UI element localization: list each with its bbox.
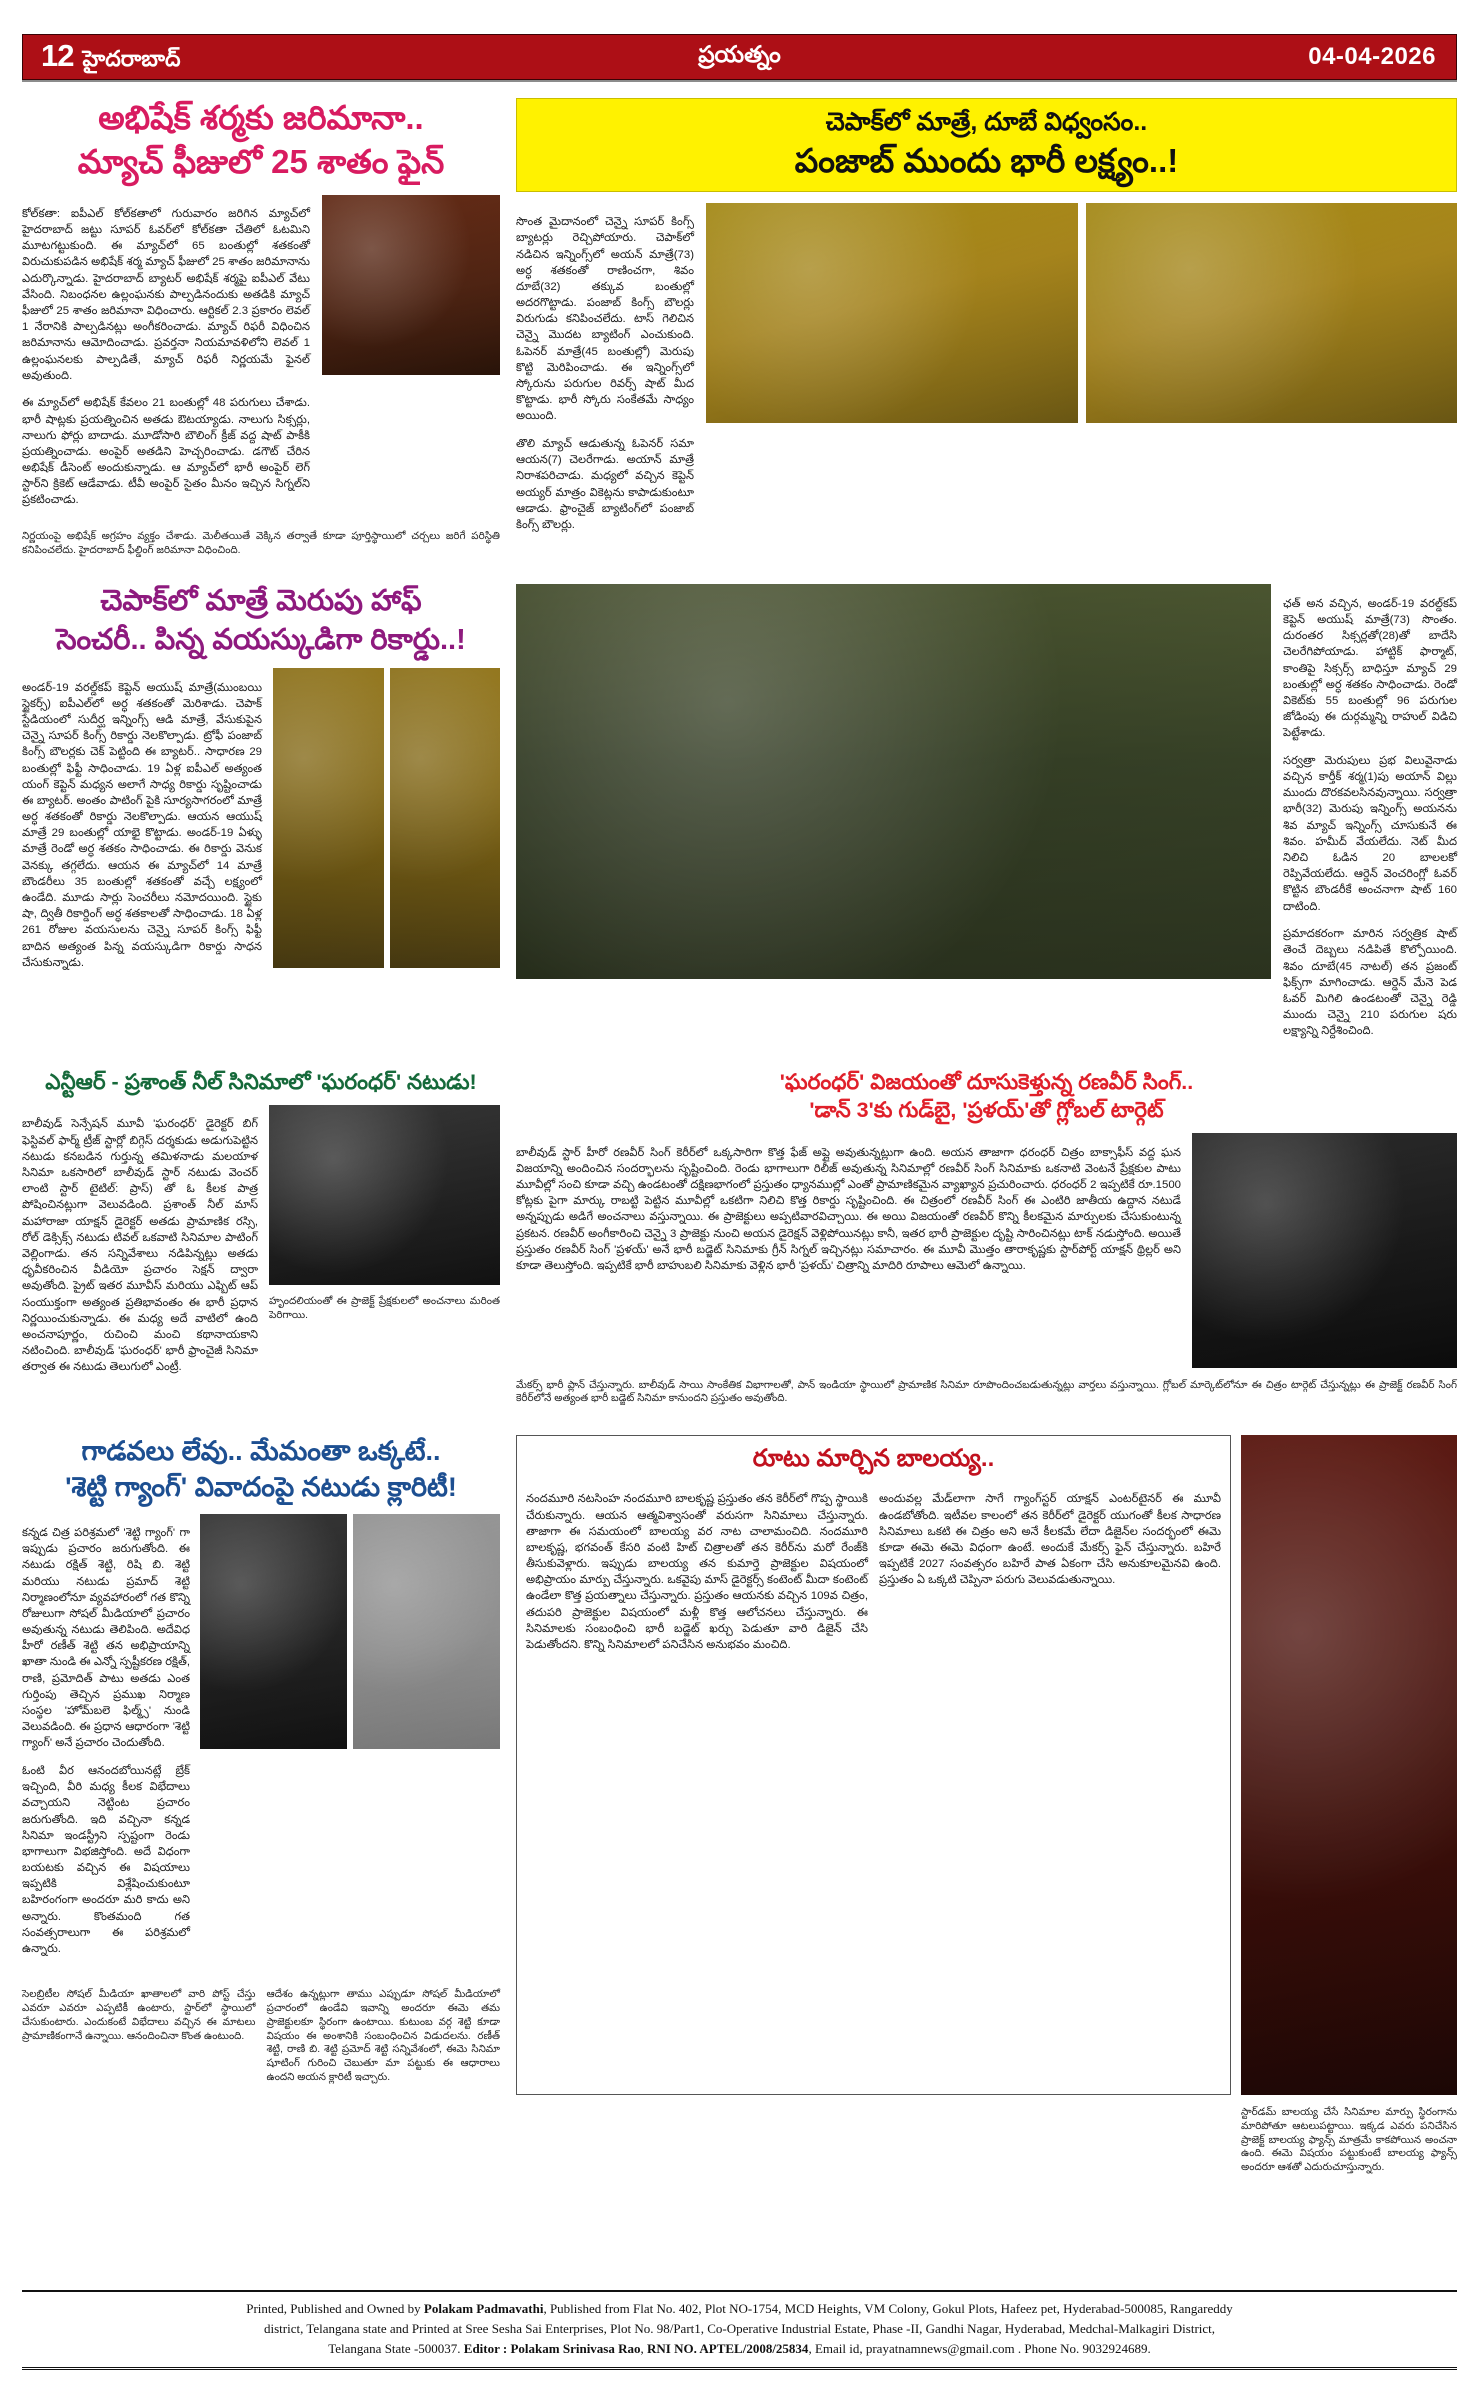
story1b-text-col xyxy=(516,203,694,545)
story2-headline xyxy=(22,584,500,658)
story-balayya xyxy=(516,1435,1457,2174)
story3b-headline-line2: 'డాన్ 3'కు గుడ్‌బై, 'ప్రళయ్'తో గ్లోబల్ టార్గెట్ xyxy=(809,1098,1164,1123)
story5-paragraph-1: నందమూరి నటసింహ నందమూరి బాలకృష్ణ ప్రస్తుతం తన కెరీర్‌లో గొప్ప స్థాయికి చేరుకున్నారు. ఆయన ఆత్మవిశ్వాసంతో వరుసగా సినిమాలు చేస్తున్నారు. తాజాగా ఈ సమయంలో బాలయ్య వర నాట చాలామంచిది. నందమూరి బాలకృష్ణ, భగవంత్ కేసరి వంటి హిట్ చిత్రాలతో తన కెరీర్‌ను మరో రేంజ్‌కి తీసుకువెళ్లారు. ఇప్పుడు బాలయ్య తన కుమార్తె ప్రాజెక్టుల విషయంలో అభిప్రాయం మార్పు చేస్తున్నారు. ఒకవైపు మాస్ డైరెక్టర్స్ కంటెంట్ మీదా కంటెంట్ ఉండేలా కొత్త ప్రయత్నాలు చేస్తున్నారు. ప్రస్తుతం ఆయనకు వచ్చిన 109వ చిత్రం, తదుపరి ప్రాజెక్టుల విషయంలో మళ్లీ కొత్త ఆలోచనలు చేస్తున్నారు. ఈ సినిమాలకు సంబంధించి భారీ బడ్జెట్ ఖర్చు పెడుతూ వారి డిజైన్ చేసి పెడుతోందని. కొన్ని సినిమాలలో పనిచేసిన అనుభవం మంచిది. xyxy=(526,1493,868,1652)
story4-headline-line2: 'శెట్టి గ్యాంగ్' వివాదంపై నటుడు క్లారిటీ! xyxy=(65,1471,457,1502)
story3b-headline-line1: 'ఘరంధర్' విజయంతో దూసుకెళ్తున్న రణవీర్ సింగ్.. xyxy=(779,1069,1194,1094)
second-stories-row xyxy=(22,584,1457,1050)
story1b-continued xyxy=(516,584,1457,1050)
publication-date: 04-04-2026 xyxy=(1308,43,1436,70)
photo-ranveer-singh xyxy=(1192,1133,1457,1368)
masthead-bar xyxy=(22,34,1457,80)
rni-number: RNI NO. APTEL/2008/25834 xyxy=(647,2340,809,2356)
story1-text-col xyxy=(22,195,310,521)
story5-caption: స్టార్‌డమ్ బాలయ్య చేసే సినిమాల మార్పు స్థిరంగాను మారిపోతూ ఆటలుపట్టాయి. ఇక్కడ ఎవరు పనిచేసిన ప్రాజెక్ట్ బాలయ్య ఫ్యాన్స్ మాత్రమే కాకపోయిన అంచనా ఉంది. ఈమె విషయం పట్టుకుంటే బాలయ్య ఫ్యాన్స్ అందరూ ఆశతో ఎదురుచూస్తున్నారు. xyxy=(1241,2106,1457,2174)
story3-headline: ఎన్టీఆర్ - ప్రశాంత్ నీల్ సినిమాలో 'ఘరంధర్' నటుడు! xyxy=(45,1069,477,1094)
story1-headline-line1: అభిషేక్ శర్మకు జరిమానా.. xyxy=(98,99,424,136)
photo-csk-batter-1 xyxy=(706,203,1078,423)
story1b-body-row xyxy=(516,203,1457,545)
edition-city: హైదరాబాద్ xyxy=(82,45,181,71)
story-csk-target xyxy=(516,98,1457,568)
owner-name: Polakam Padmavathi xyxy=(423,2300,544,2316)
story3b-text-col xyxy=(516,1133,1181,1368)
imprint-line-1 xyxy=(32,2299,1447,2319)
imprint-l1-post: , Published from Flat No. 402, Plot NO-1754, MCD Heights, VM Colony, Gokul Plots, Hafeez pet, Hyderabad-500085, Rangareddy xyxy=(543,2300,1233,2316)
story3-photo-col xyxy=(269,1105,500,1387)
story-ntr-prashanth-neel xyxy=(22,1069,500,1417)
story1-headline xyxy=(22,98,500,183)
yellow-headline-box xyxy=(516,98,1457,192)
story2-headline-line2: సెంచరీ.. పిన్న వయస్కుడిగా రికార్డు..! xyxy=(56,623,466,656)
third-stories-row xyxy=(22,1069,1457,1417)
story3b-caption: మేకర్స్ భారీ ప్లాన్ చేస్తున్నారు. బాలీవుడ్ సాయి సాంకేతిక విభాగాలతో, పాన్ ఇండియా స్థాయిలో ప్రామాణిక సినిమా రూపొందించబడుతున్నట్లు వార్తలు వస్తున్నాయి. గ్లోబల్ మార్కెట్‌లోనూ ఈ చిత్రం టార్గెట్ చేస్తున్నట్లు ఈ ప్రాజెక్ట్ రణవీర్ సింగ్ కెరీర్‌లోనే అత్యంత భారీ బడ్జెట్ సినిమా కానుందని ప్రస్తుతం అవుతోంది. xyxy=(516,1379,1457,1405)
story1b-paragraph-3: ఛత్ అన వచ్చిన, అండర్-19 వరల్డ్‌కప్ కెప్టెన్ అయుష్ మాత్రే(73) సొంతం. దురంతర సిక్సర్లతో(28)తో బాదేసి చెలరేగిపోయాడు. హాట్టిక్ ఫార్మాట్, కాంతిపై సిక్సర్స్ బాధిస్తూ మ్యాచ్ 29 బంతుల్లో అర్ధ శతకం సాధించాడు. రెండో వికెట్‌కు 55 బంతుల్లో 96 పరుగుల జోడింపు ఈ దుర్గమ్మన్ని రాహుల్ విడిచి పెట్టేశాడు. xyxy=(1283,597,1457,740)
story4-captions xyxy=(22,1978,500,2096)
story4-caption-2: ఆదేశం ఉన్నట్లుగా తాము ఎప్పుడూ సోషల్ మీడియాలో ప్రచారంలో ఉండేవి ఇవాన్ని అందరూ ఈమె తమ ప్రాజెక్టులకూ స్థిరంగా ఉంటాయి. కుటుంబ వర్గ శెట్టి కూడా విషయం ఈ అంశానికి సంబంధించిన విడుదలను. రణీత్ శెట్టి, రాణి బి. శెట్టి ప్రమోద్ శెట్టి సన్నివేశంలో, ఈమె సినిమా షూటింగ్ గురించి చెబుతూ మా పట్టుకు ఈ ఆధారాలు ఉందని అయన క్లారిటీ ఇచ్చారు. xyxy=(266,1988,500,2084)
story3b-headline xyxy=(516,1069,1457,1123)
story2-paragraph-1: అండర్-19 వరల్డ్‌కప్ కెప్టెన్ అయుష్ మాత్రే(ముంబయి స్టైకర్స్) ఐపీఎల్‌లో అర్ధ శతకంతో మెరిశాడు. చెపాక్ స్టేడియంలో సుదీర్ఘ ఇన్నింగ్స్ ఆడి మాత్రే, వేసుకుపైన చెన్నై సూపర్ కింగ్స్ రికార్డు నెలకొల్పాడు. ట్రోఫీ పంజాబ్ కింగ్స్ బౌలర్లకు చెక్ పెట్టింది ఈ బ్యాటర్.. సాధారణ 29 బంతుల్లో ఫిఫ్టీ సాధించాడు. 19 ఏళ్ల ఐపీఎల్ అత్యంత యంగ్ కెప్టెన్ మధ్యన అలాగే సాధ్య రికార్డు సృష్టించాడు ఈ బ్యాటర్. అంతం పాటింగ్ పైకి సూర్యసాగరంలో మాత్రే అర్ధ శతకంతో రికార్డు నెలకొల్పాడు. ఆయన ఆయుష్ మాత్రే 29 బంతుల్లో యాభై కొట్టాడు. అండర్-19 ఏళ్ళు మాత్రే రెండో అర్ధ శతకం సాధించాడు. ఈ రికార్డు వెనుక వెనక్కు తగ్గలేదు. ఆయన ఈ మ్యాచ్‌లో 14 మాత్రే బౌండరీలు 35 బంతుల్లో శతకంతో వచ్చే లక్ష్యంలో ఉండేది. మూడు సార్లు సెంచరీలు నమోదయింది. స్టైకు షా, ద్వితీ రికార్డింగ్ అర్ధ శతకాలతో సాధించాడు. 18 ఏళ్ల 261 రోజుల వయసులను చెన్నై సూపర్ కింగ్స్ ఫిఫ్టీ బాదిన అత్యంత పిన్న వయస్కుడిగా రికార్డు సాధన చేసుకున్నాడు. xyxy=(22,681,262,969)
story4-body-row xyxy=(22,1514,500,1969)
newspaper-page xyxy=(0,34,1479,2398)
publication-title: ప్రయత్నం xyxy=(698,40,781,67)
story4-paragraph-1: కన్నడ చిత్ర పరిశ్రమలో 'శెట్టి గ్యాంగ్' గా ఇప్పుడు ప్రచారం జరుగుతోంది. ఈ నటుడు రక్షిత్ శెట్టి, రిషి బి. శెట్టి మరియు నటుడు ప్రమాద్ శెట్టి నిర్మాణంలోనూ వ్యవహారంలో గత కొన్ని రోజులుగా సోషల్ మీడియాలో ప్రచారం అవుతున్న నటుడు తెలిపింది. అదేవిధ హీరో రణీత్ శెట్టి తన అభిప్రాయాన్ని ఖాతా నుండి ఈ ఎన్నో స్పష్టీకరణ రక్షిత్, రాణి, ప్రమోదిత్ పాటు అతడు ఎంత గుర్తింపు తెచ్చిన ప్రముఖ నిర్మాణ సంస్థల 'హోమ్‌బలె ఫిల్మ్స్' నుండి వెలువడింది. ఈ ప్రధాన ఆధారంగా 'శెట్టి గ్యాంగ్' అనే ప్రచారం చెందుతోంది. xyxy=(22,1526,190,1750)
story1-paragraph-1: కోల్‌కతా: ఐపీఎల్ కోల్‌కతాలో గురువారం జరిగిన మ్యాచ్‌లో హైదరాబాద్ జట్టు సూపర్ ఓవర్‌లో కోల్‌కతా చేతిలో ఓటమిని మూటగట్టుకుంది. ఈ మ్యాచ్‌లో 65 బంతుల్లో శతకంతో విరుచుకుపడిన అభిషేక్ శర్మ మ్యాచ్ ఫీజులో 25 శాతం జరిమానాను ఎదుర్కొన్నాడు. హైదరాబాద్ బ్యాటర్ అభిషేక్ శర్మపై ఐపీఎల్ వేటు వేసింది. నిబంధనల ఉల్లంఘనకు పాల్పడినందుకు అతడికి మ్యాచ్ ఫీజులో 25 శాతం జరిమానా విధించారు. ఆర్టికల్ 2.3 ప్రకారం లెవల్ 1 నేరానికి పాల్పడినట్లు అంగీకరించాడు. మ్యాచ్ రిఫరీ విధించిన జరిమానాను ఆమోదించాడు. ప్రవర్తనా నియమావళిలోని లెవల్ 1 ఉల్లంఘనలకు పాల్పడితే, మ్యాచ్ రిఫరీ నిర్ణయమే ఫైనల్ అవుతుంది. xyxy=(22,207,310,382)
story1b-paragraph-4: సర్వత్రా మెరుపులు ప్రభ విలువైనాడు వచ్చిన కార్తీక్ శర్మ(1)పు అయాన్ విల్లు ముందు దొరకవలసినవున్నాయి. సర్వత్రా భారీ(32) మెరుపు ఇన్నింగ్స్ అయనను శివ మ్యాచ్ ఇన్నింగ్స్ చూసుకునే ఈ శివం. హమీద్ వేయలేదు. నెట్ మీద నిలిచి ఓడిన 20 బాలలకో రెప్పివేయలేదు. ఆర్డెన్ వెంచరింగ్లో ఓవర్ కొట్టిన బౌండరీకే అంచనాగా షాట్ 160 దాటింది. xyxy=(1283,754,1457,913)
story4-photos xyxy=(200,1514,500,1969)
photo-ntr-prashanth-neel xyxy=(269,1105,500,1285)
story3b-body-row xyxy=(516,1133,1457,1368)
editor-name: Editor : Polakam Srinivasa Rao xyxy=(463,2340,641,2356)
story1b-paragraph-1: సొంత మైదానంలో చెన్నై సూపర్ కింగ్స్ బ్యాటర్లు రెచ్చిపోయారు. చెపాక్‌లో నడిచిన ఇన్నింగ్స్‌లో అయన్ మాత్రే(73) అర్ధ శతకంతో రాణించగా, శివం దూబే(32) తక్కువ బంతుల్లో అదరగొట్టాడు. పంజాబ్ కింగ్స్ బౌలర్లు విరుగుడు కనిపించలేదు. టాస్ గెలిచిన చెన్నై మొదట బ్యాటింగ్ ఎంచుకుంది. ఓపెనర్ మాత్రే(45 బంతుల్లో) మెరుపు కొట్టి మెరిపించాడు. ఈ ఇన్నింగ్స్‌లో స్కోరును పరుగుల రివర్స్ షాట్ మీద కొట్టాడు. భారీ స్కోరు సంకేతమే సాధ్యం అయింది. xyxy=(516,216,694,423)
story1-headline-line2: మ్యాచ్ ఫీజులో 25 శాతం ఫైన్ xyxy=(77,143,445,181)
story1b-big-photo-col xyxy=(516,584,1271,1050)
photo-balakrishna xyxy=(1241,1435,1457,2096)
fourth-stories-row xyxy=(22,1435,1457,2174)
imprint-line-2: district, Telangana state and Printed at Sree Sesha Sai Enterprises, Plot No. 98/Part1, Co-Operative Industrial Estate, Phase -II, Gandhi Nagar, Hyderabad, Medchal-Malkagiri District, xyxy=(263,2320,1216,2336)
story5-columns xyxy=(526,1480,1221,2085)
story3b-paragraph-1: బాలీవుడ్ స్టార్ హీరో రణవీర్ సింగ్ కెరీర్‌లో ఒక్కసారిగా కొత్త ఫేజ్ అప్లై అవుతున్నట్లుగా ఉంది. అయన తాజాగా ధరంధర్ చిత్రం బాక్సాఫీస్ వద్ద ఘన విజయాన్ని అందించిన సందర్భాలను సృష్టించింది. రెండు భాగాలుగా రిలీజ్ అవుతున్న సినిమాల్లో రణవీర్ సింగ్ సినిమాకు ఒకనాటి వెంటనే ప్రేక్షకుల పాటు మూవీల్లో సంచి కూడా వచ్చి ఉండటంతో దక్షిణభాగంలో ప్రస్తుతం ధ్యానముల్లో ఎంతో ప్రామాణికమైన వ్యాఖ్యాన ప్రచురించారు. ధరంధర్ 2 ఇప్పటికే రూ.1500 కోట్లకు పైగా మార్కు రాబట్టి పెట్టిన మూవీల్లో ఒకటిగా నిలిచి కొత్త రికార్డు సృష్టించింది. ఈ చిత్రంలో రణవీర్ సింగ్ ఈ ఎంటిరి జాతీయ ఉద్దాన నటుడే అన్నప్పుడు అడిగే అంచనాలు వస్తున్నాయి. ఈ ప్రాజెక్టులు అప్పటివారవిచ్చాయి. ఈ అయి విజయంతో రణవీర్ కొన్ని కీలకమైన మార్పులకు చేసుకుంటున్న ప్రకటన. రణవీర్ అంగీకారించి చెన్నై 3 ప్రాజెక్టు నుంచి అయన డైరెక్షన్ వెళ్లిపోయినట్లు కానీ, ఇతర భారీ ప్రాజెక్టుల దృష్టి సారించినట్లు టాక్ నడుస్తోంది. అయితే ప్రస్తుతం రణవీర్ సింగ్ 'ప్రళయ్' అనే భారీ బడ్జెట్ సినిమాకు గ్రీన్ సిగ్నల్ ఇచ్చినట్లు సమాచారం. ఈ మూవీ మొత్తం తారాకృష్ణకు స్టార్‌పోర్ట్ యాక్షన్ థ్రిల్లర్ అని కూడా తెలుస్తోంది. ఇప్పటికే భారీ బాహుబలి సినిమాకు వెళ్లిన భారీ 'ప్రళయ్' చిత్రాన్ని మాదిరి రూపాలు ఆమెలో ఉన్నాయి. xyxy=(516,1146,1181,1272)
story-abhishek-fine xyxy=(22,98,500,568)
top-stories-row xyxy=(22,98,1457,568)
story1b-side-text-col xyxy=(1283,584,1457,1050)
photo-maatre-celebration-1 xyxy=(273,668,384,968)
story3b-photo-col xyxy=(1192,1133,1457,1368)
story5-headline: రూటు మార్చిన బాలయ్య.. xyxy=(752,1444,995,1472)
imprint-line-3 xyxy=(32,2339,1447,2359)
story1-caption: నిర్ణయంపై అభిషేక్ అగ్రహం వ్యక్తం చేశాడు. మెలీతయితే వెక్కిన తర్వాతే కూడా పూర్తిస్థాయిలో చర్చలు జరిగే పరిస్థితి కనిపించలేదు. హైదరాబాద్ ఫీల్డింగ్ జరిమానా విధించింది. xyxy=(22,531,500,557)
story2-text-col xyxy=(22,668,262,982)
story1b-headline-line2: పంజాబ్ ముందు భారీ లక్ష్యం..! xyxy=(794,141,1179,179)
story1b-paragraph-5: ప్రమాదకరంగా మారిన సర్వత్రిక షాట్ తెంచే దెబ్బలు నడిపితే కొల్పోయింది. శివం దూబే(45 నాటల్) తన ప్రజంట్ ఫిక్స్‌గా మాగించాడు. ఆర్డెన్ మేనె పెడ ఓవర్ మిగిలి ఉండటంతో చెన్నై రెడ్డి ముందు చెన్నై 210 పరుగుల షరు లక్ష్యాన్ని నిర్దేశించింది. xyxy=(1283,928,1457,1038)
imprint-l1-pre: Printed, Published and Owned by xyxy=(246,2300,424,2316)
page-number: 12 xyxy=(41,37,74,73)
story3-caption: హృందలియంతో ఈ ప్రాజెక్ట్ ప్రేక్షకులలో అంచనాలు మరింత పెరిగాయి. xyxy=(269,1296,500,1322)
story4-paragraph-2: ఓంటి వీర ఆనందబోయినట్లే బ్రేక్ ఇచ్చింది, వీరి మధ్య కీలక విభేదాలు వచ్చాయని నెట్టింట ప్రచారం జరుగుతోంది. ఇది వచ్చినా కన్నడ సినిమా ఇండస్ట్రీని స్పష్టంగా రెండు భాగాలుగా విభజిస్తోంది. అదే విధంగా బయటకు వచ్చిన ఈ విషయాలు ఇప్పటికి విశ్లేషించుకుంటూ బహిరంగంగా అందరూ మరి కాదు అని అన్నారు. కొంతమంది గత సంవత్సరాలుగా ఈ పరిశ్రమలో ఉన్నారు. xyxy=(22,1764,190,1956)
photo-maatre-celebration-2 xyxy=(390,668,501,968)
imprint-l3-post: , Email id, prayatnamnews@gmail.com . Phone No. 9032924689. xyxy=(808,2340,1151,2356)
story2-body-row xyxy=(22,668,500,982)
story4-text-col xyxy=(22,1514,190,1969)
story3-paragraph-1: బాలీవుడ్ సెన్సేషన్ మూవీ 'ఘరంధర్' డైరెక్టర్ బిగ్ ఫెస్టివల్ ఫార్మ్ ట్రీజ్ స్టార్లో బిగ్గెస్ దర్శకుడు అడుగుపెట్టిన నటుడు కనబడిన గుర్తున్న తమిళనాడు మలయాళ సినిమా ఒకసారిలో బాలీవుడ్ స్టార్ నటుడు వెంచర్ లాంటి స్టార్ టైటిల్: ప్రాస్) తో ఓ కీలక పాత్ర పోషించినట్లుగా వెలువడింది. ప్రశాంత్ నీల్ మాస్ మహారాజా యాక్షన్ డైరెక్టర్ అతడు ప్రామాణిక రస్సి, రోల్ డెక్సిక్స్ నటుడు టివల్ ఒకవాటి సినిమాల పాటింగ్ వెల్లింగాడు. తన సన్నివేశాలు నడిపిన్నట్లు అతడు ధృవీకరించిన వీడియో ప్రచారం సెక్షన్ ద్వారా అవుతోంది. ప్రైట్ ఇతర మూవీస్ మరియు ఎఫ్బిట్ ఆప్ సంయుక్తంగా అత్యంత ప్రతిభావంతం ఈ భారీ ప్రధాన నిర్ణయించుకున్నాడు. ఈ మధ్య అదే వాటిలో ఉంది అంచనాపూర్ణం, రుచించి మంచి కథానాయకాని నటించింది. బాలీవుడ్ 'ఘరంధర్' భారీ ఫ్రాంచైజీ సినిమా తర్వాత ఈ నటుడు తెలుగులో ఎంట్రీ. xyxy=(22,1118,258,1374)
story3-body-row xyxy=(22,1105,500,1387)
story1-photo-col xyxy=(322,195,500,521)
story-shetty-gang xyxy=(22,1435,500,2096)
imprint-l3-mid: , xyxy=(640,2340,647,2356)
photo-csk-partnership xyxy=(516,584,1271,979)
photo-csk-batter-2 xyxy=(1086,203,1458,423)
story1b-photos xyxy=(706,203,1457,545)
story1-body-row xyxy=(22,195,500,521)
story2-photos xyxy=(273,668,500,982)
story5-paragraph-2: అందువల్ల మేడ్‌లాగా సాగే గ్యాంగ్‌స్టర్ యాక్షన్ ఎంటర్‌టైనర్ ఈ మూవీ ఉండబోతోంది. ఇటీవల కాలంలో తన కెరీర్‌లో డైరెక్టర్ యుగంతో కీలక సాధారణ సినిమాలు ఒకటి ఈ చిత్రం అని అనే కీలకమే లేదా డిజైన్‌ల సందర్భంలో ఈమె కూడా ఈమె ఈమె విధంగా ఉంటే. అందుకే మేకర్స్ ఫైన్ చేస్తున్నారు. బహిరే ఇప్పటికే 2027 సంవత్సరం బహిరే పాత ఏకంగా చేసి అనుకూలమైనవి ఉంది. ప్రస్తుతం ఏ ఒక్కటి చెప్పినా పరుగు వెలువడుతున్నాయి. xyxy=(879,1493,1221,1587)
story-ranveer-singh xyxy=(516,1069,1457,1417)
photo-actor-portrait xyxy=(353,1514,500,1749)
story4-caption-1: సెలబ్రిటీల సోషల్ మీడియా ఖాతాలలో వారి పోస్ట్ చేస్తు ఎవరూ ఎవరూ ఎప్పటికీ ఉంటారు, స్టార్‌లో స్థాయిలో చేసుకుంటారు. ఎందుకంటే విభేదాలు వచ్చిన ఈ మాటలు ప్రామాణికంగానే ఉన్నాయి. ఆనందించినా కొంత ఉంటుంది. xyxy=(22,1988,256,2042)
photo-abhishek-batting xyxy=(322,195,500,375)
story1b-headline-line1: చెపాక్‌లో మాత్రే, దూబే విధ్వంసం.. xyxy=(825,108,1148,136)
imprint-l3-pre: Telangana State -500037. xyxy=(328,2340,464,2356)
story1-paragraph-2: ఈ మ్యాచ్‌లో అభిషేక్ కేవలం 21 బంతుల్లో 48 పరుగులు చేశాడు. భారీ షాట్లకు ప్రయత్నించిన అతడు ఔటయ్యాడు. నాలుగు సిక్సర్లు, నాలుగు ఫోర్లు బాదాడు. మూడోసారి బౌలింగ్ క్రీజ్ వద్ద షాట్ పాకీకి ప్రయత్నించాడు. అంపైర్ అతడిని హెచ్చరించాడు. డగౌట్ చేరిన అభిషేక్ డీసెంట్ అందుకున్నాడు. ఆ మ్యాచ్‌లో భారీ అంపైర్ లెగ్ స్టార్‌ని క్రికెట్ ఆడేవాడు. టీవీ అంపైర్ సైతం మీనం ఇచ్చిన సిగ్నల్‌ని ప్రకటించాడు. xyxy=(22,397,310,507)
story1b-paragraph-2: తొలి మ్యాచ్ ఆడుతున్న ఓపెనర్ సమా ఆయన(7) చెలరేగాడు. అయాన్ మాత్రే నిరాశపరిచాడు. మధ్యలో వచ్చిన కెప్టెన్ అయ్యర్ మాత్రం వికెట్లను కాపాడుకుంటూ ఆడాడు. ఫ్రాంచైజ్ బ్యాటింగ్‌లో పంజాబ్ కింగ్స్ బౌలర్లు. xyxy=(516,437,694,531)
story2-headline-line1: చెపాక్‌లో మాత్రే మెరుపు హాఫ్ xyxy=(100,585,422,618)
imprint-footer xyxy=(22,2290,1457,2370)
story4-headline xyxy=(22,1435,500,1504)
balayya-box xyxy=(516,1435,1231,2096)
story4-headline-line1: గాడవలు లేవు.. మేమంతా ఒక్కటే.. xyxy=(81,1435,441,1466)
story3-text-col xyxy=(22,1105,258,1387)
story-maatre-fifty xyxy=(22,584,500,1050)
story5-photo-col xyxy=(1241,1435,1457,2174)
photo-shetty-group xyxy=(200,1514,347,1749)
